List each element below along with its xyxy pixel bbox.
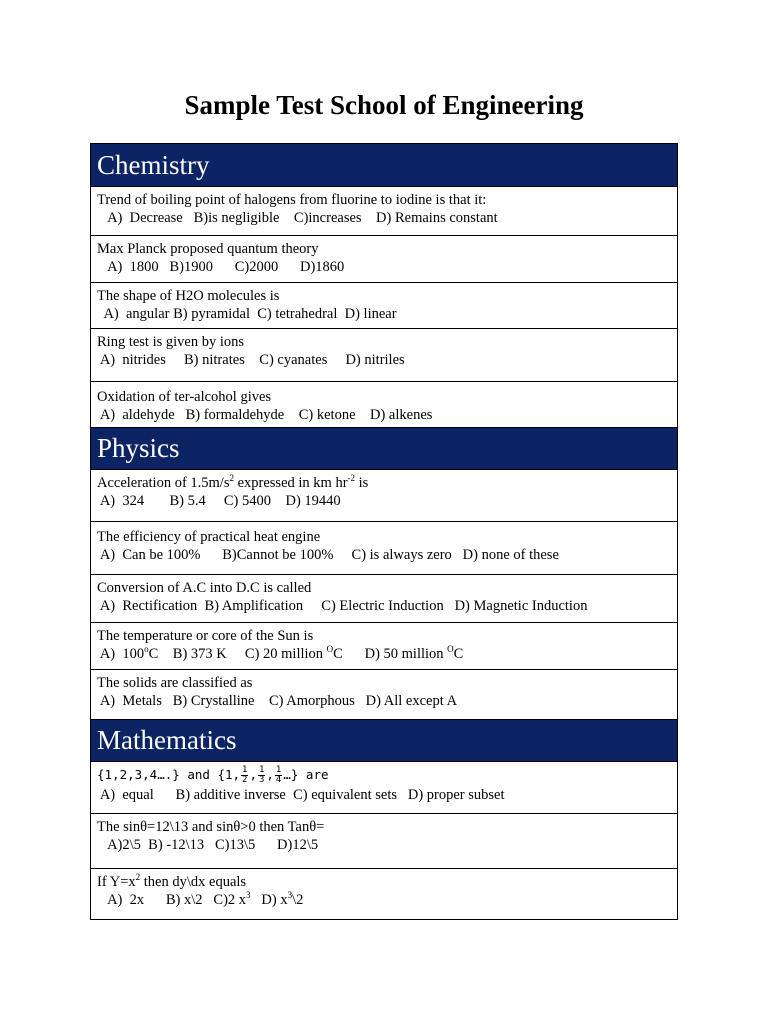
question-text: Oxidation of ter-alcohol gives: [97, 389, 272, 405]
question-text: Conversion of A.C into D.C is called: [97, 580, 312, 596]
question-math-3: [91, 869, 677, 919]
question-options: A) Metals B) Crystalline C) Amorphous D) All except A: [97, 693, 458, 709]
question-text: The temperature or core of the Sun is: [97, 628, 314, 644]
question-math-2: [91, 814, 677, 869]
question-text: Trend of boiling point of halogens from fluorine to iodine is that it:: [97, 192, 487, 208]
section-mathematics-header: [91, 720, 677, 762]
question-options: A) equal B) additive inverse C) equivalent sets D) proper subset: [97, 787, 505, 803]
question-options: A) 324 B) 5.4 C) 5400 D) 19440: [97, 493, 341, 509]
question-options: A) angular B) pyramidal C) tetrahedral D) linear: [97, 306, 397, 322]
section-title: Chemistry: [97, 149, 210, 180]
fraction: $\frac{1}{4}$: [275, 764, 282, 785]
question-phys-4: [91, 623, 677, 670]
question-options: A) 2x B) x\2 C)2 $x^3$ D) $x^3\backslash 2$: [97, 890, 304, 908]
question-options: A) 100$^o$C B) 373 K C) 20 million $^O$C D) 50 million $^O$C: [97, 644, 464, 662]
question-chem-5: [91, 382, 677, 428]
fraction: $\frac{1}{2}$: [242, 764, 248, 785]
question-options: A) nitrides B) nitrates C) cyanates D) nitriles: [97, 352, 405, 368]
question-text: The shape of H2O molecules is: [97, 288, 280, 304]
question-chem-4: [91, 329, 677, 382]
question-phys-2: [91, 522, 677, 575]
section-title: Mathematics: [97, 725, 237, 755]
question-chem-2: [91, 236, 677, 283]
question-text: Ring test is given by ions: [97, 334, 245, 350]
question-chem-3: [91, 283, 677, 329]
question-chem-1: [91, 187, 677, 236]
question-phys-5: [91, 670, 677, 720]
section-chemistry-header: [91, 144, 677, 187]
question-options: A) Rectification B) Amplification C) Electric Induction D) Magnetic Induction: [97, 598, 588, 614]
page-title: Sample Test School of Engineering: [184, 90, 584, 120]
question-text: Max Planck proposed quantum theory: [97, 241, 319, 257]
question-phys-1: [91, 470, 677, 522]
question-text: The solids are classified as: [97, 675, 253, 691]
fraction: $\frac{1}{3}$: [258, 764, 265, 785]
section-title: Physics: [97, 433, 180, 463]
question-text: The sinθ=12\13 and sinθ>0 then Tanθ=: [97, 819, 325, 835]
question-options: A) aldehyde B) formaldehyde C) ketone D) alkenes: [97, 407, 433, 423]
question-text: Acceleration of $1.5m/s^2$ expressed in km $hr^{-2}$ is: [97, 473, 369, 491]
question-phys-3: [91, 575, 677, 623]
question-text: {1,2,3,4….} and {1, $\frac{1}{2}$ , $\frac{1}{3}$ , $\frac{1}{4}$ …} are: [97, 764, 329, 785]
question-options: A)2\5 B) -12\13 C)13\5 D)12\5: [97, 837, 319, 853]
question-text: If $Y=x^2$ then dy\dx equals: [97, 872, 247, 890]
question-options: A) Decrease B)is negligible C)increases D) Remains constant: [97, 210, 498, 226]
question-options: A) 1800 B)1900 C)2000 D)1860: [97, 259, 345, 275]
section-physics-header: [91, 428, 677, 470]
test-table: [90, 143, 678, 920]
question-math-1: [91, 762, 677, 814]
question-text: The efficiency of practical heat engine: [97, 529, 321, 545]
question-options: A) Can be 100% B)Cannot be 100% C) is always zero D) none of these: [97, 547, 559, 563]
